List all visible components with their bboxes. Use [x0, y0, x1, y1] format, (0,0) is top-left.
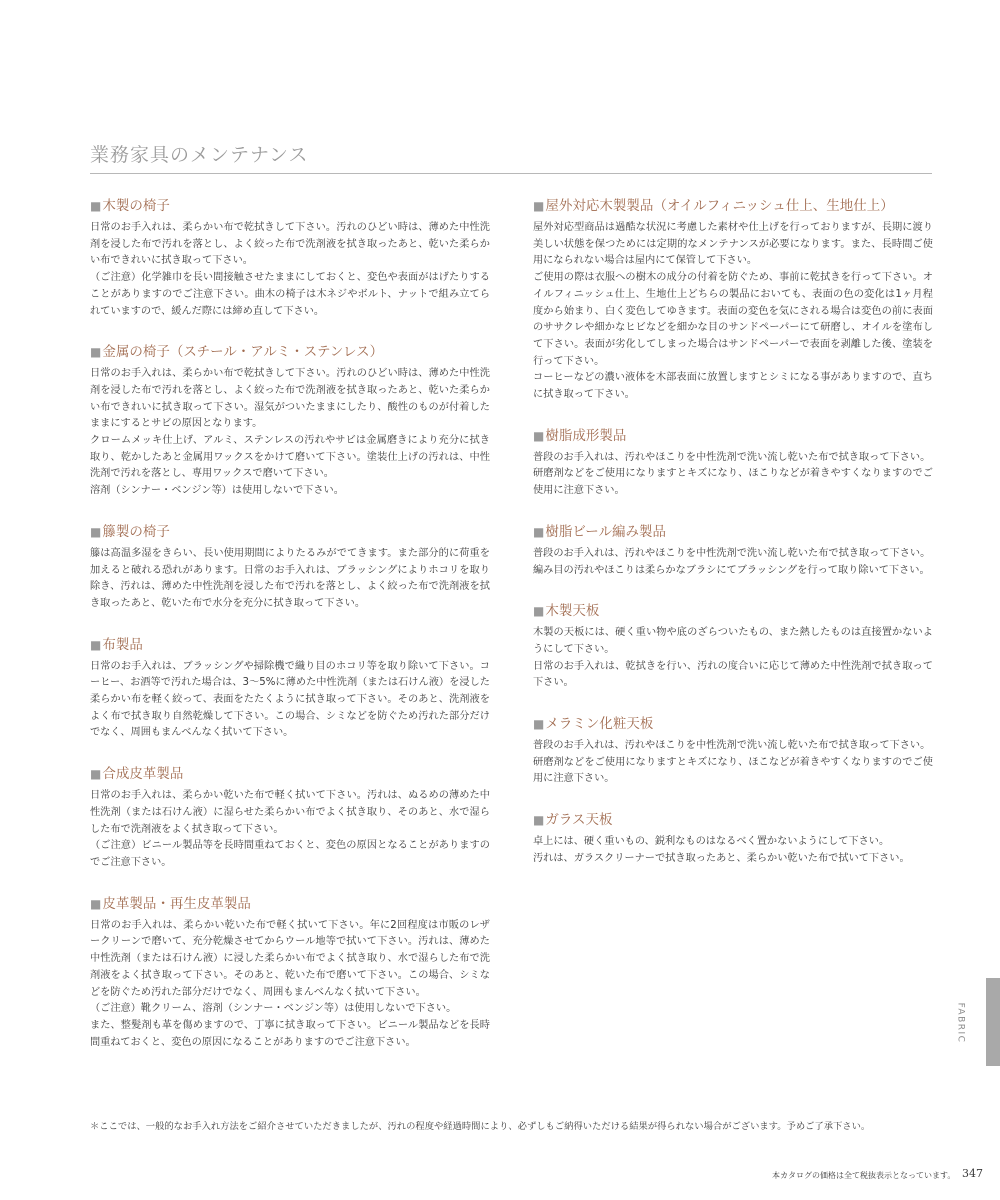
page-title: 業務家具のメンテナンス: [90, 140, 932, 174]
section-heading-text: 皮革製品・再生皮革製品: [102, 895, 251, 912]
square-bullet-icon: ■: [90, 896, 102, 911]
section-paragraph: 日常のお手入れは、柔らかい布で乾拭きして下さい。汚れのひどい時は、薄めた中性洗剤を浸した布で汚れを落とし、よく絞った布で洗剤液を拭き取ったあと、乾いた柔らかい布できれいに拭き取って下さい。: [90, 222, 490, 267]
page-number: 347: [962, 1167, 983, 1180]
square-bullet-icon: ■: [90, 345, 102, 360]
section-paragraph: 日常のお手入れは、ブラッシングや掃除機で織り目のホコリ等を取り除いて下さい。コーヒー、お酒等で汚れた場合は、3〜5%に薄めた中性洗剤（または石けん液）を浸した柔らかい布を軽く絞って、表面をたたくように拭き取って下さい。そのあと、洗剤液をよく布で拭き取り自然乾燥して下さい。この場合、シミなどを防ぐため汚れた部分だけでなく、周囲もまんべんなく拭いて下さい。: [90, 660, 490, 739]
section-heading: [90, 764, 490, 784]
left-column: [90, 196, 490, 1073]
section-paragraph: 屋外対応型商品は過酷な状況に考慮した素材や仕上げを行っておりますが、長期に渡り美しい状態を保つためには定期的なメンテナンスが必要になります。また、長時間ご使用になられない場合は屋内にて保管して下さい。: [533, 222, 933, 267]
side-tab-label: FABRIC: [955, 1002, 966, 1044]
section-paragraph: 編み目の汚れやほこりは柔らかなブラシにてブラッシングを行って取り除いて下さい。: [533, 564, 930, 576]
section-paragraph: （ご注意）靴クリーム、溶剤（シンナー・ベンジン等）は使用しないで下さい。: [90, 1003, 457, 1015]
section-heading-text: 合成皮革製品: [102, 766, 184, 783]
square-bullet-icon: ■: [533, 199, 545, 213]
right-column: [533, 196, 933, 890]
section-paragraph: （ご注意）化学雑巾を長い間接触させたままにしておくと、変色や表面がはげたりすることがありますのでご注意下さい。曲木の椅子は木ネジやボルト、ナットで組み立てられていますので、緩んだ際には締め直して下さい。: [90, 272, 490, 317]
section-heading-text: メラミン化粧天板: [545, 716, 654, 733]
section-paragraph: コーヒーなどの濃い液体を木部表面に放置しますとシミになる事がありますので、直ちに拭き取って下さい。: [533, 372, 933, 401]
section-heading-text: 籐製の椅子: [102, 523, 170, 540]
section-heading-text: 布製品: [102, 636, 143, 653]
section-paragraph: 研磨剤などをご使用になりますとキズになり、ほこなどが着きやすくなりますのでご使用に注意下さい。: [533, 756, 933, 785]
section-paragraph: 汚れは、ガラスクリーナーで拭き取ったあと、柔らかい乾いた布で拭いて下さい。: [533, 852, 910, 864]
section-paragraph: 日常のお手入れは、柔らかい乾いた布で軽く拭いて下さい。年に2回程度は市販のレザークリーンで磨いて、充分乾燥させてからウール地等で拭いて下さい。汚れは、薄めた中性洗剤（または石けん液）に浸した柔らかい布でよく拭き取り、水で湿らした布で洗剤液をよく拭き取って下さい。そのあと、乾いた布で磨いて下さい。この場合、シミなどを防ぐため汚れた部分だけでなく、周囲もまんべんなく拭いて下さい。: [90, 919, 490, 998]
section-heading: [90, 522, 490, 542]
section-paragraph: 籐は高温多湿をきらい、長い使用期間によりたるみがでてきます。また部分的に荷重を加えると破れる恐れがあります。日常のお手入れは、ブラッシングによりホコリを取り除き、汚れは、薄めた中性洗剤を浸した布で汚れを落とし、よく絞った布で洗剤液を拭き取ったあと、乾いた布で水分を充分に拭き取って下さい。: [90, 547, 490, 609]
footnote: ＊ここでは、一般的なお手入れ方法をご紹介させていただきましたが、汚れの程度や経過時間により、必ずしもご納得いただける結果が得られない場合がございます。予めご了承下さい。: [90, 1121, 871, 1132]
section: [90, 635, 490, 743]
section-paragraph: 木製の天板には、硬く重い物や底のざらついたもの、また熱したものは直接置かないようにして下さい。: [533, 627, 933, 655]
section: [90, 342, 490, 500]
square-bullet-icon: ■: [90, 767, 102, 782]
section-heading: [533, 714, 933, 734]
section-paragraph: 研磨剤などをご使用になりますとキズになり、ほこりなどが着きやすくなりますのでご使用に注意下さい。: [533, 468, 933, 497]
square-bullet-icon: ■: [533, 813, 545, 828]
section-heading-text: ガラス天板: [545, 812, 613, 829]
section: [533, 714, 933, 788]
section-heading-text: 木製天板: [545, 603, 600, 620]
section-heading-text: 金属の椅子（スチール・アルミ・ステンレス）: [102, 344, 384, 361]
section-heading-text: 樹脂ビール編み製品: [545, 523, 667, 540]
section-heading: [533, 601, 933, 621]
section: [90, 764, 490, 872]
section-paragraph: 溶剤（シンナー・ベンジン等）は使用しないで下さい。: [90, 485, 344, 497]
square-bullet-icon: ■: [90, 199, 102, 213]
side-tab-marker: [986, 978, 1000, 1066]
section: [533, 601, 933, 692]
section-paragraph: （ご注意）ビニール製品等を長時間重ねておくと、変色の原因となることがありますのでご注意下さい。: [90, 840, 490, 868]
price-note: 本カタログの価格は全て税抜表示となっています。: [772, 1171, 956, 1180]
section-paragraph: 日常のお手入れは、乾拭きを行い、汚れの度合いに応じて薄めた中性洗剤で拭き取って下さい。: [533, 660, 933, 689]
section-paragraph: 日常のお手入れは、柔らかい乾いた布で軽く拭いて下さい。汚れは、ぬるめの薄めた中性洗剤（または石けん液）に湿らせた柔らかい布でよく拭き取り、そのあと、水で湿らした布で洗剤液をよく拭き取って下さい。: [90, 790, 490, 835]
section-paragraph: また、整髪剤も革を傷めますので、丁寧に拭き取って下さい。ビニール製品などを長時間重ねておくと、変色の原因になることがありますのでご注意下さい。: [90, 1019, 490, 1048]
section-paragraph: 卓上には、硬く重いもの、鋭利なものはなるべく置かないようにして下さい。: [533, 836, 890, 848]
square-bullet-icon: ■: [90, 637, 102, 652]
section-paragraph: 日常のお手入れは、柔らかい布で乾拭きして下さい。汚れのひどい時は、薄めた中性洗剤を浸した布で汚れを落とし、よく絞った布で洗剤液を拭き取ったあと、乾いた柔らかい布できれいに拭き取って下さい。湿気がついたままにしたり、酸性のものが付着したままにするとサビの原因となります。: [90, 368, 490, 430]
section-paragraph: クロームメッキ仕上げ、アルミ、ステンレスの汚れやサビは金属磨きにより充分に拭き取り、乾かしたあと金属用ワックスをかけて磨いて下さい。塗装仕上げの汚れは、中性洗剤で汚れを落とし、専用ワックスで磨いて下さい。: [90, 435, 490, 480]
side-tab: [948, 1000, 988, 1050]
square-bullet-icon: ■: [533, 428, 545, 443]
section-heading: [90, 894, 490, 914]
section: [533, 522, 933, 579]
section: [90, 196, 490, 320]
section: [533, 196, 933, 404]
square-bullet-icon: ■: [90, 524, 102, 539]
section-paragraph: 普段のお手入れは、汚れやほこりを中性洗剤で洗い流し乾いた布で拭き取って下さい。: [533, 451, 931, 463]
section-heading-text: 樹脂成形製品: [545, 427, 627, 444]
section-heading-text: 木製の椅子: [102, 198, 170, 214]
section-heading-text: 屋外対応木製製品（オイルフィニッシュ仕上、生地仕上）: [545, 198, 894, 214]
section: [533, 426, 933, 500]
section-heading: [533, 522, 933, 542]
section-paragraph: 普段のお手入れは、汚れやほこりを中性洗剤で洗い流し乾いた布で拭き取って下さい。: [533, 547, 931, 559]
section: [90, 522, 490, 613]
square-bullet-icon: ■: [533, 524, 545, 539]
section-paragraph: 普段のお手入れは、汚れやほこりを中性洗剤で洗い流し乾いた布で拭き取って下さい。: [533, 740, 931, 752]
section-heading: [90, 342, 490, 362]
section-heading: [533, 196, 933, 216]
square-bullet-icon: ■: [533, 604, 545, 619]
section-paragraph: ご使用の際は衣服への樹木の成分の付着を防ぐため、事前に乾拭きを行って下さい。オイルフィニッシュ仕上、生地仕上どちらの製品においても、表面の色の変化は1ヶ月程度から始まり、白く変色してゆきます。表面の変色を気にされる場合は変色の前に表面のササクレや細かなヒビなどを細かな目のサンドペーパーにて研磨し、オイルを塗布して下さい。表面が劣化してしまった場合はサンドペーパーで表面を剥離した後、塗装を行って下さい。: [533, 272, 933, 367]
section-heading: [90, 635, 490, 655]
section: [533, 810, 933, 867]
section-heading: [533, 810, 933, 830]
section: [90, 894, 490, 1052]
square-bullet-icon: ■: [533, 717, 545, 732]
section-heading: [533, 426, 933, 446]
section-heading: [90, 196, 490, 216]
